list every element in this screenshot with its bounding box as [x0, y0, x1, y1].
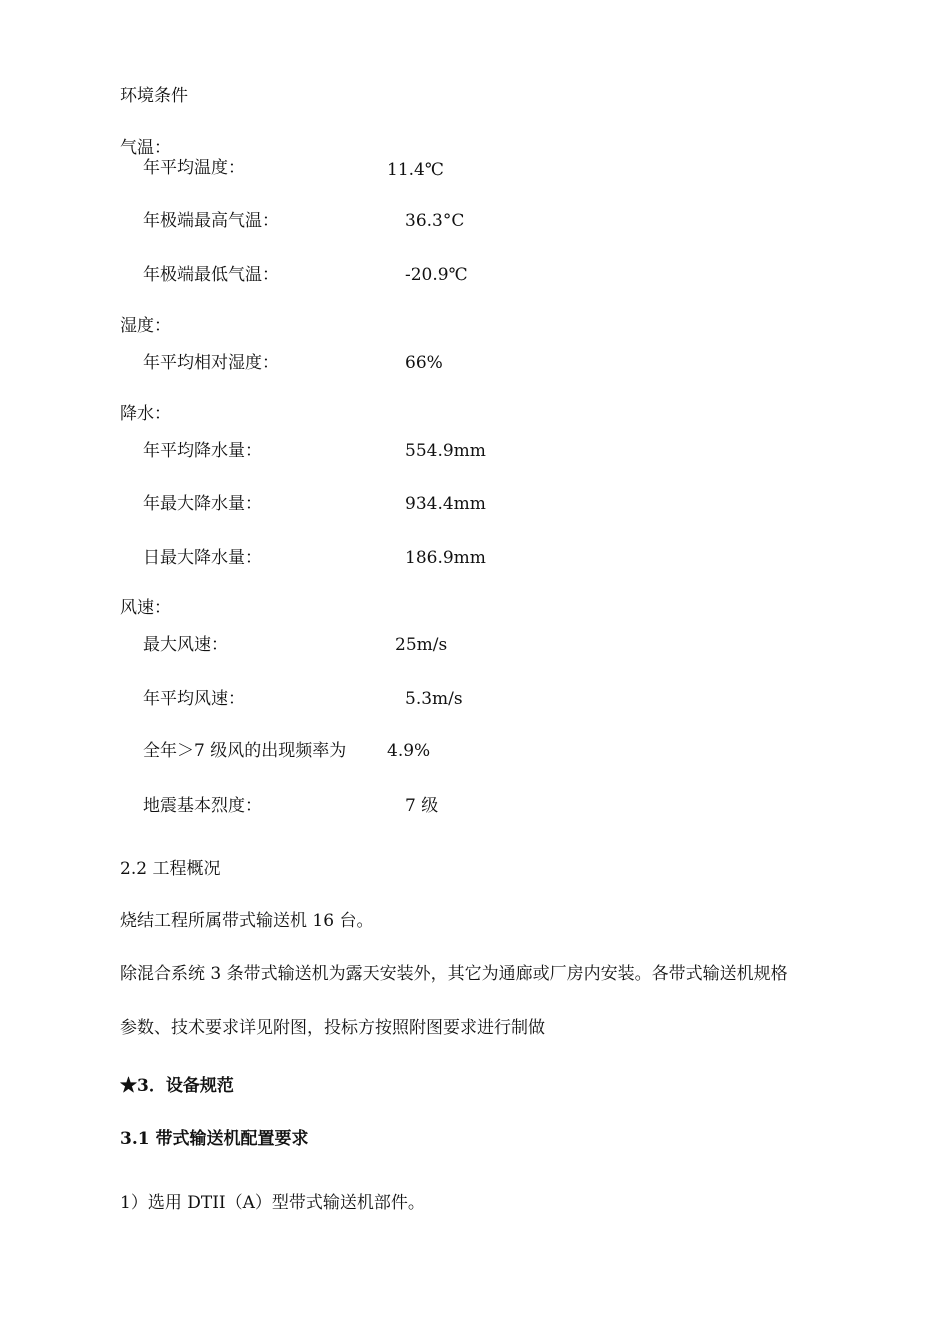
- wind-avg-label: 年平均风速：: [143, 689, 245, 709]
- humidity-heading: 湿度：: [120, 316, 171, 336]
- section-title: 环境条件: [120, 86, 188, 106]
- precip-day-max-label: 日最大降水量：: [143, 548, 262, 568]
- precip-avg-label: 年平均降水量：: [143, 441, 262, 461]
- precip-max-value: 934.4mm: [405, 494, 486, 514]
- wind-avg-value: 5.3m/s: [405, 689, 463, 709]
- temp-avg-label: 年平均温度：: [143, 158, 245, 178]
- wind-max-label: 最大风速：: [143, 635, 228, 655]
- spec-heading: ★3．设备规范: [120, 1076, 234, 1096]
- wind-freq-value: 4.9%: [387, 741, 431, 761]
- spec-item-1: 1）选用 DTII（A）型带式输送机部件。: [120, 1193, 425, 1213]
- precip-day-max-value: 186.9mm: [405, 548, 486, 568]
- temp-min-label: 年极端最低气温：: [143, 265, 279, 285]
- temp-min-value: -20.9℃: [405, 265, 468, 285]
- wind-max-value: 25m/s: [395, 635, 448, 655]
- overview-heading: 2.2 工程概况: [120, 859, 221, 879]
- precip-max-label: 年最大降水量：: [143, 494, 262, 514]
- temperature-heading: 气温：: [120, 138, 171, 158]
- overview-paragraph-1: 烧结工程所属带式输送机 16 台。: [120, 911, 374, 931]
- humidity-avg-label: 年平均相对湿度：: [143, 353, 279, 373]
- seismic-label: 地震基本烈度：: [143, 796, 262, 816]
- wind-freq-label: 全年＞7 级风的出现频率为: [143, 741, 347, 761]
- temp-avg-value: 11.4℃: [387, 160, 444, 180]
- precipitation-heading: 降水：: [120, 404, 171, 424]
- temp-max-label: 年极端最高气温：: [143, 211, 279, 231]
- spec-subheading: 3.1 带式输送机配置要求: [120, 1129, 309, 1149]
- seismic-value: 7 级: [405, 796, 439, 816]
- wind-heading: 风速：: [120, 598, 171, 618]
- precip-avg-value: 554.9mm: [405, 441, 486, 461]
- overview-paragraph-2-line-1: 除混合系统 3 条带式输送机为露天安装外，其它为通廊或厂房内安装。各带式输送机规格: [120, 964, 788, 984]
- humidity-avg-value: 66%: [405, 353, 443, 373]
- overview-paragraph-2-line-2: 参数、技术要求详见附图，投标方按照附图要求进行制做: [120, 1018, 545, 1038]
- temp-max-value: 36.3°C: [405, 211, 465, 231]
